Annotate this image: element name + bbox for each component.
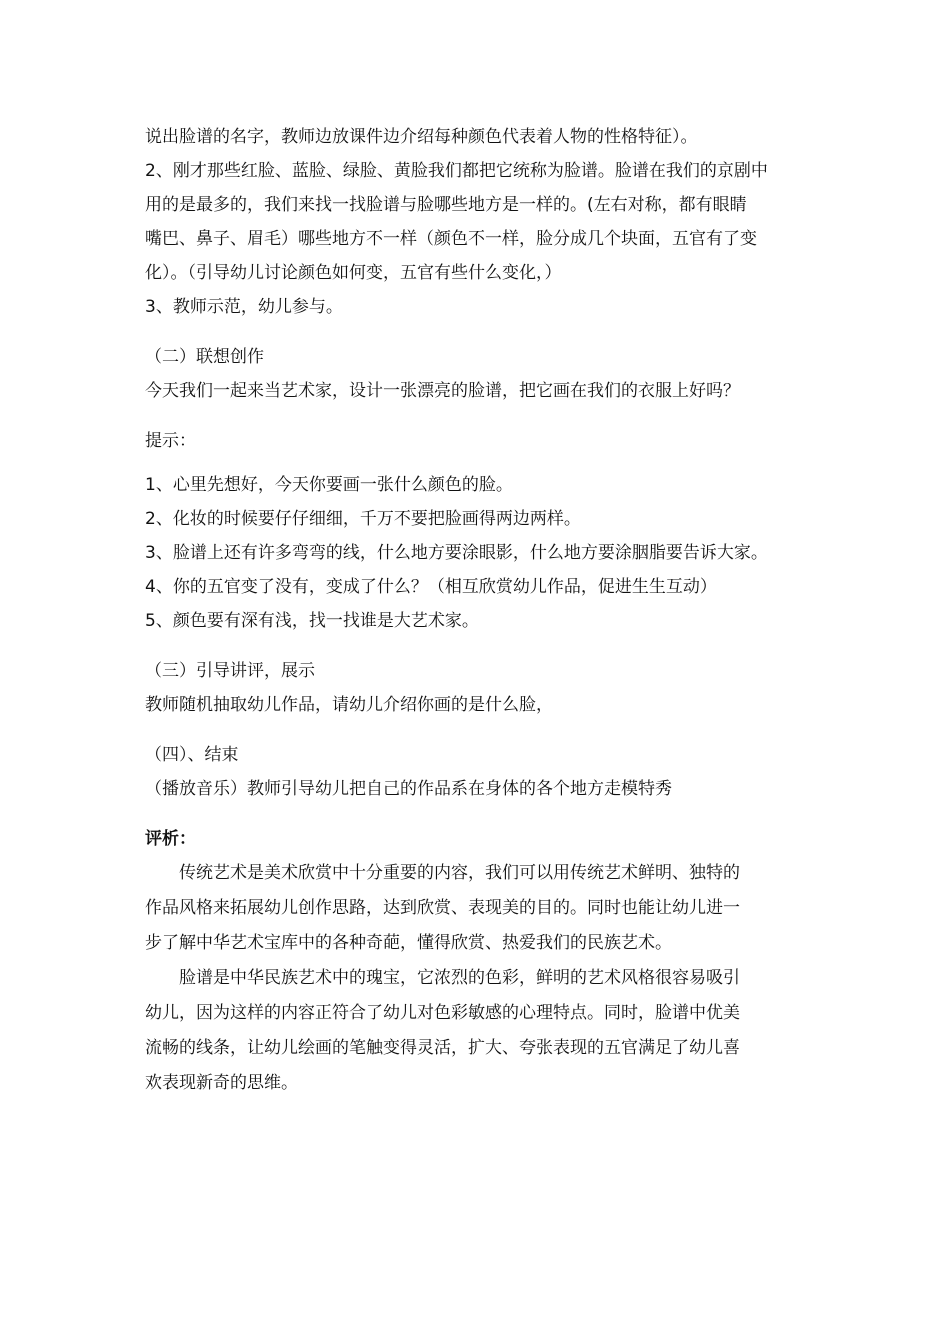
text-line: 3、教师示范，幼儿参与。 — [145, 297, 343, 317]
text-line: 作品风格来拓展幼儿创作思路，达到欣赏、表现美的目的。同时也能让幼儿进一 — [145, 898, 740, 918]
text-line: 2、刚才那些红脸、蓝脸、绿脸、黄脸我们都把它统称为脸谱。脸谱在我们的京剧中 — [145, 161, 768, 181]
text-line: 说出脸谱的名字，教师边放课件边介绍每种颜色代表着人物的性格特征）。 — [145, 127, 698, 147]
tip-item: 2、化妆的时候要仔仔细细，千万不要把脸画得两边两样。 — [145, 509, 581, 529]
text-line: 用的是最多的，我们来找一找脸谱与脸哪些地方是一样的。(左右对称，都有眼睛 — [145, 195, 747, 215]
section-body: （播放音乐）教师引导幼儿把自己的作品系在身体的各个地方走模特秀 — [145, 779, 672, 799]
text-line: 流畅的线条，让幼儿绘画的笔触变得灵活，扩大、夸张表现的五官满足了幼儿喜 — [145, 1038, 740, 1058]
analysis-block — [145, 822, 825, 1101]
text-line: 脸谱是中华民族艺术中的瑰宝，它浓烈的色彩，鲜明的艺术风格很容易吸引 — [179, 968, 740, 988]
tip-item: 5、颜色要有深有浅，找一找谁是大艺术家。 — [145, 611, 479, 631]
text-line: 嘴巴、鼻子、眉毛）哪些地方不一样（颜色不一样，脸分成几个块面，五官有了变 — [145, 229, 757, 249]
text-line: 欢表现新奇的思维。 — [145, 1073, 298, 1093]
document-body — [145, 120, 825, 1101]
section-body: 教师随机抽取幼儿作品，请幼儿介绍你画的是什么脸， — [145, 695, 553, 715]
section-4 — [145, 738, 825, 806]
spacer — [145, 638, 825, 654]
tip-item: 1、心里先想好，今天你要画一张什么颜色的脸。 — [145, 475, 513, 495]
spacer — [145, 324, 825, 340]
text-line: 化）。（引导幼儿讨论颜色如何变，五官有些什么变化，） — [145, 263, 562, 283]
section-2 — [145, 340, 825, 408]
section-heading: （三）引导讲评，展示 — [145, 661, 315, 681]
spacer — [145, 408, 825, 424]
tips-label: 提示： — [145, 431, 196, 451]
spacer — [145, 806, 825, 822]
analysis-paragraph-1 — [145, 856, 825, 961]
text-line: 传统艺术是美术欣赏中十分重要的内容，我们可以用传统艺术鲜明、独特的 — [179, 863, 740, 883]
analysis-label: 评析： — [145, 829, 196, 849]
tip-item: 3、脸谱上还有许多弯弯的线，什么地方要涂眼影，什么地方要涂胭脂要告诉大家。 — [145, 543, 768, 563]
text-line: 步了解中华艺术宝库中的各种奇葩，懂得欣赏、热爱我们的民族艺术。 — [145, 933, 672, 953]
spacer — [145, 722, 825, 738]
tip-item: 4、你的五官变了没有，变成了什么？（相互欣赏幼儿作品，促进生生互动） — [145, 577, 717, 597]
section-3 — [145, 654, 825, 722]
section-heading: （二）联想创作 — [145, 347, 264, 367]
intro-block — [145, 120, 825, 324]
section-body: 今天我们一起来当艺术家，设计一张漂亮的脸谱，把它画在我们的衣服上好吗？ — [145, 381, 740, 401]
text-line: 幼儿，因为这样的内容正符合了幼儿对色彩敏感的心理特点。同时，脸谱中优美 — [145, 1003, 740, 1023]
section-heading: （四）、结束 — [145, 745, 239, 765]
spacer — [145, 458, 825, 468]
tips-block — [145, 424, 825, 638]
analysis-paragraph-2 — [145, 961, 825, 1101]
